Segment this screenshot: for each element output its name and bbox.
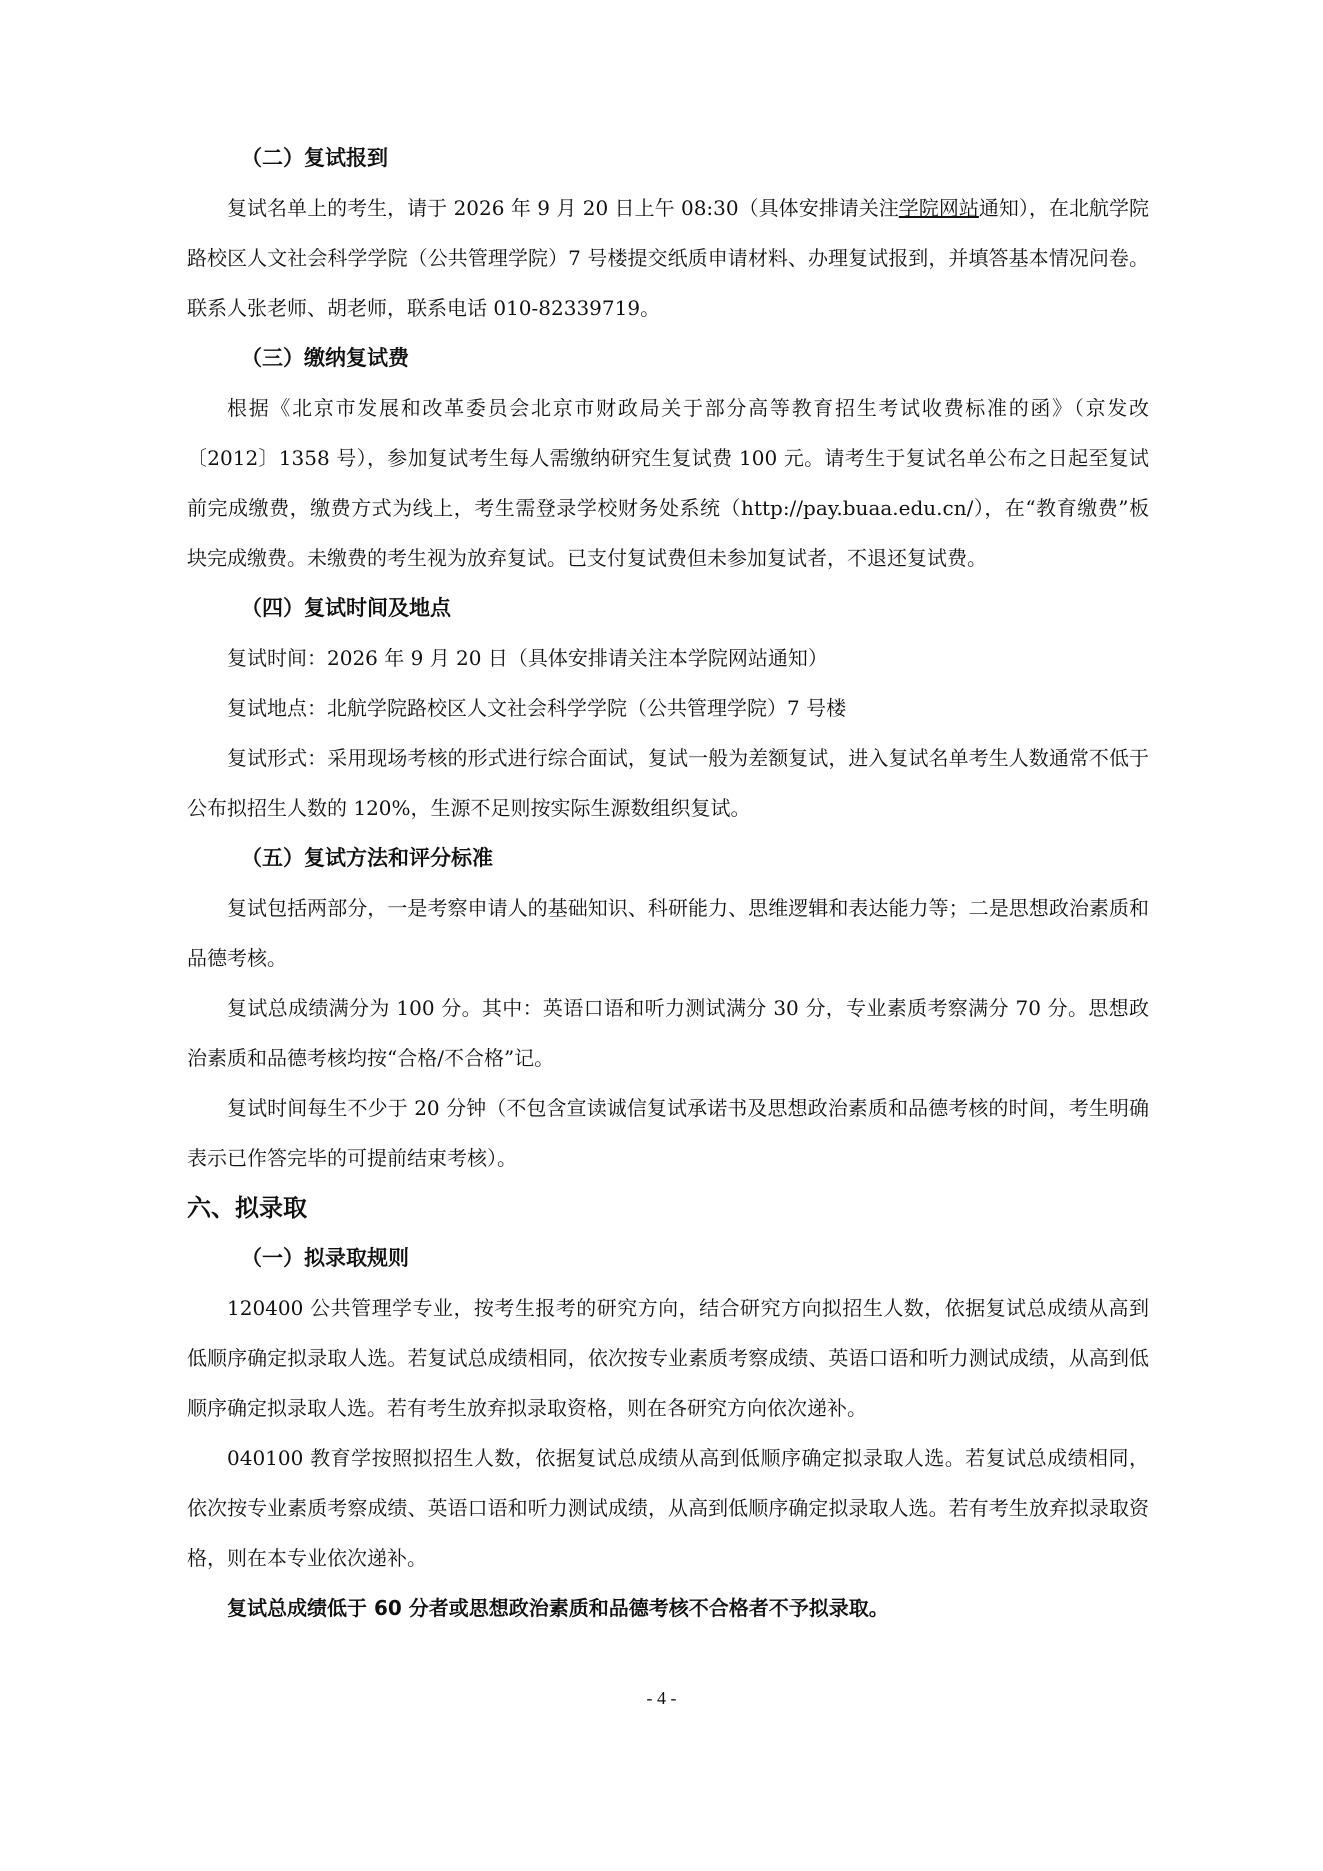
paragraph-rules-1: 120400 公共管理学专业，按考生报考的研究方向，结合研究方向拟招生人数，依据复试总成绩从高到低顺序确定拟录取人选。若复试总成绩相同，依次按专业素质考察成绩、英语口语和听力测试成绩，从高到低顺序确定拟录取人选。若有考生放弃拟录取资格，则在各研究方向依次递补。 [187,1296,1149,1420]
paragraph-bold-note: 复试总成绩低于 60 分者或思想政治素质和品德考核不合格者不予拟录取。 [227,1596,889,1620]
section-heading-admission: 六、拟录取 [187,1194,307,1222]
paragraph-method-1: 复试包括两部分，一是考察申请人的基础知识、科研能力、思维逻辑和表达能力等；二是思想政治素质和品德考核。 [187,896,1149,970]
paragraph-checkin-part-b: 通知），在北航学院路校区人文社会科学学院（公共管理学院）7 号楼提交纸质申请材料、办理复试报到，并填答基本情况问卷。联系人张老师、胡老师，联系电话 010-82339719。 [187,196,1150,320]
section-heading-admission-rules: （一）拟录取规则 [241,1246,409,1270]
section-heading-checkin: （二）复试报到 [241,146,388,170]
paragraph-method-3: 复试时间每生不少于 20 分钟（不包含宣读诚信复试承诺书及思想政治素质和品德考核的时间，考生明确表示已作答完毕的可提前结束考核）。 [187,1096,1149,1170]
paragraph-checkin-part-a: 复试名单上的考生，请于 2026 年 9 月 20 日上午 08:30（具体安排请关注 [227,196,899,220]
paragraph-time: 复试时间：2026 年 9 月 20 日（具体安排请关注本学院网站通知） [227,646,828,670]
section-heading-time-place: （四）复试时间及地点 [241,596,451,620]
paragraph-fee: 根据《北京市发展和改革委员会北京市财政局关于部分高等教育招生考试收费标准的函》（京发改〔2012〕1358 号），参加复试考生每人需缴纳研究生复试费 100 元。请考生于复试名单公布之日起至复试前完成缴费，缴费方式为线上，考生需登录学校财务处系统（http://pay.buaa.edu.cn/），在“教育缴费”板块完成缴费。未缴费的考生视为放弃复试。已支付复试费但未参加复试者，不退还复试费。 [187,396,1149,570]
college-website-link[interactable]: 学院网站 [898,196,979,220]
paragraph-checkin [187,183,1149,333]
paragraph-place: 复试地点：北航学院路校区人文社会科学学院（公共管理学院）7 号楼 [227,696,847,720]
section-heading-fee: （三）缴纳复试费 [241,346,409,370]
page-number: - 4 - [646,1688,677,1708]
paragraph-rules-2: 040100 教育学按照拟招生人数，依据复试总成绩从高到低顺序确定拟录取人选。若复试总成绩相同，依次按专业素质考察成绩、英语口语和听力测试成绩，从高到低顺序确定拟录取人选。若有考生放弃拟录取资格，则在本专业依次递补。 [187,1446,1149,1570]
paragraph-form: 复试形式：采用现场考核的形式进行综合面试，复试一般为差额复试，进入复试名单考生人数通常不低于公布拟招生人数的 120%，生源不足则按实际生源数组织复试。 [187,746,1149,820]
page-content [187,133,1149,1633]
section-heading-method: （五）复试方法和评分标准 [241,846,493,870]
paragraph-method-2: 复试总成绩满分为 100 分。其中：英语口语和听力测试满分 30 分，专业素质考察满分 70 分。思想政治素质和品德考核均按“合格/不合格”记。 [187,996,1149,1070]
